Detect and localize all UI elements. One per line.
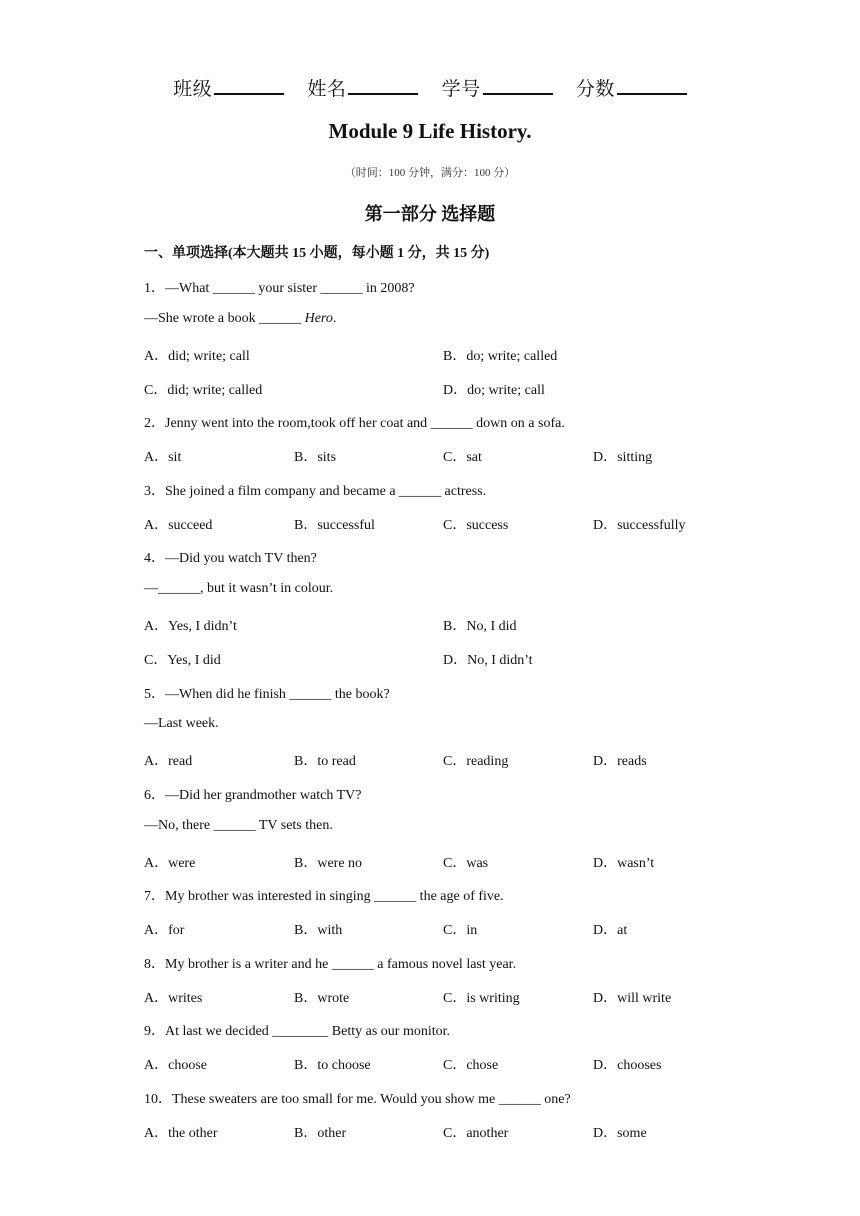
question-4-option-c: C．Yes, I did [144, 653, 221, 668]
question-8-option-b: B．wrote [294, 991, 350, 1006]
question-3-option-a: A．succeed [144, 518, 213, 533]
id-field: 学号 [442, 74, 553, 101]
question-6-option-b: B．were no [294, 856, 363, 871]
score-field: 分数 [576, 74, 687, 101]
question-2-option-a: A．sit [144, 450, 182, 465]
question-9-option-c: C．chose [443, 1058, 499, 1073]
question-1-option-d: D．do; write; call [443, 383, 545, 398]
question-6-option-c: C．was [443, 856, 489, 871]
question-10-option-d: D．some [593, 1126, 647, 1141]
question-6-stem: 6．—Did her grandmother watch TV? [144, 788, 362, 803]
question-5-option-b: B．to read [294, 754, 356, 769]
question-8-stem: 8．My brother is a writer and he ______ a famous novel last year. [144, 957, 517, 972]
question-5-option-a: A．read [144, 754, 193, 769]
question-10-option-a: A．the other [144, 1126, 218, 1141]
question-6-option-d: D．wasn’t [593, 856, 655, 871]
question-7-option-c: C．in [443, 923, 478, 938]
question-10-option-b: B．other [294, 1126, 347, 1141]
question-9-option-b: B．to choose [294, 1058, 371, 1073]
id-blank [483, 76, 553, 95]
section-title: 一、单项选择(本大题共 15 小题，每小题 1 分，共 15 分) [144, 246, 490, 261]
question-3-option-c: C．success [443, 518, 509, 533]
question-3-option-b: B．successful [294, 518, 375, 533]
question-4-stem: 4．—Did you watch TV then? [144, 551, 317, 566]
question-7-option-b: B．with [294, 923, 343, 938]
part-title: 第一部分 选择题 [364, 204, 496, 224]
question-9-stem: 9．At last we decided ________ Betty as our monitor. [144, 1024, 451, 1039]
question-5-stem: 5．—When did he finish ______ the book? [144, 687, 390, 702]
question-3-option-d: D．successfully [593, 518, 686, 533]
name-field: 姓名 [307, 74, 418, 101]
question-8-option-a: A．writes [144, 991, 203, 1006]
question-4-option-a: A．Yes, I didn’t [144, 619, 237, 634]
question-6-answer-line: —No, there ______ TV sets then. [144, 818, 333, 833]
question-6-option-a: A．were [144, 856, 196, 871]
question-9-option-d: D．chooses [593, 1058, 662, 1073]
question-4-option-d: D．No, I didn’t [443, 653, 533, 668]
class-field: 班级 [173, 74, 284, 101]
question-5-option-c: C．reading [443, 754, 509, 769]
score-blank [617, 76, 687, 95]
question-2-option-b: B．sits [294, 450, 337, 465]
question-2-stem: 2．Jenny went into the room,took off her coat and ______ down on a sofa. [144, 416, 565, 431]
question-10-stem: 10．These sweaters are too small for me. Would you show me ______ one? [144, 1092, 571, 1107]
question-1-option-c: C．did; write; called [144, 383, 263, 398]
document-title: Module 9 Life History. [328, 119, 532, 143]
question-2-option-d: D．sitting [593, 450, 653, 465]
question-3-stem: 3．She joined a film company and became a ______ actress. [144, 484, 487, 499]
time-score-note: （时间：100 分钟，满分：100 分） [344, 167, 516, 179]
student-info-line [0, 74, 860, 101]
question-5-answer-line: —Last week. [144, 716, 219, 731]
question-9-option-a: A．choose [144, 1058, 207, 1073]
name-blank [348, 76, 418, 95]
question-2-option-c: C．sat [443, 450, 482, 465]
question-8-option-d: D．will write [593, 991, 672, 1006]
question-10-option-c: C．another [443, 1126, 509, 1141]
question-1-stem: 1．—What ______ your sister ______ in 2008? [144, 281, 415, 296]
question-7-stem: 7．My brother was interested in singing ______ the age of five. [144, 889, 504, 904]
question-8-option-c: C．is writing [443, 991, 520, 1006]
question-4-option-b: B．No, I did [443, 619, 517, 634]
question-5-option-d: D．reads [593, 754, 647, 769]
question-1-option-a: A．did; write; call [144, 349, 250, 364]
question-1-option-b: B．do; write; called [443, 349, 558, 364]
question-7-option-d: D．at [593, 923, 628, 938]
class-blank [214, 76, 284, 95]
question-1-answer-line: —She wrote a book ______ Hero. [144, 311, 337, 326]
question-7-option-a: A．for [144, 923, 185, 938]
question-4-answer-line: —______, but it wasn’t in colour. [144, 581, 334, 596]
